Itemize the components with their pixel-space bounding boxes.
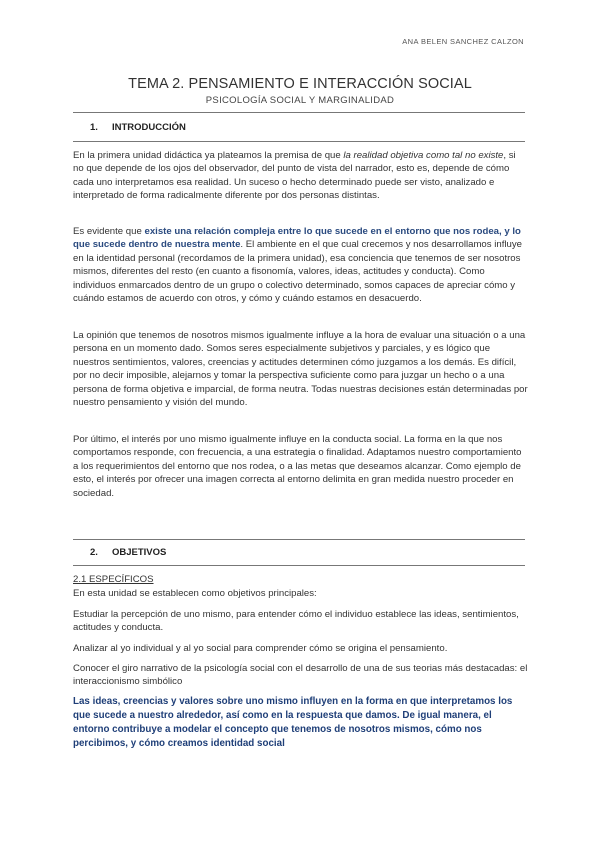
section-number: 1. (90, 122, 98, 133)
objectives-intro: En esta unidad se establecen como objetivos principales: (73, 588, 317, 599)
intro-paragraph-1: En la primera unidad didáctica ya plateamos la premisa de que la realidad objetiva como tal no existe, si no que depende de los ojos del observador, del punto de vista del narrador, esto es, depende de cómo cada uno interpretamos esa realidad. Un suceso o hecho determinado puede ser visto, analizado e interpretado de forma radicalmente diferente por dos personas distintas. (73, 150, 516, 202)
header-author: ANA BELEN SANCHEZ CALZON (402, 37, 524, 46)
highlighted-phrase: existe una relación compleja entre lo que sucede en el entorno que nos rodea, y lo que sucede dentro de nuestra mente (73, 226, 521, 251)
section-heading-objetivos (90, 547, 166, 558)
intro-paragraph-3: La opinión que tenemos de nosotros mismos igualmente influye a la hora de evaluar una situación o a una persona en un momento dado. Somos seres especialmente subjetivos y parciales, y es lógico que nuestros sentimientos, valores, creencias y actitudes determinen cómo juzgamos a los demás. Es difícil, por no decir imposible, alejarnos y tomar la perspectiva suficiente como para juzgar un hecho o a una persona de forma objetiva e imparcial, de forma neutra. Todas nuestras decisiones están determinadas por nuestro pensamiento y visión del mundo. (73, 330, 528, 409)
section-divider (73, 565, 525, 566)
section-title: OBJETIVOS (112, 547, 167, 558)
objective-item: Conocer el giro narrativo de la psicología social con el desarrollo de una de sus teorias más destacadas: el interaccionismo simbólico (73, 663, 528, 688)
intro-paragraph-4: Por último, el interés por uno mismo igualmente influye en la conducta social. La forma en la que nos comportamos responde, con frecuencia, a una estrategia o finalidad. Adaptamos nuestro comportamiento a los requerimientos del entorno que nos rodea, o a las metas que deseamos alcanzar. Como ejemplo de esto, el interés por ofrecer una imagen correcta al entorno delimita en gran medida nuestro proceder en sociedad. (73, 434, 522, 499)
objective-item: Analizar al yo individual y al yo social para comprender cómo se origina el pensamiento. (73, 643, 448, 654)
subsection-heading: 2.1 ESPECÍFICOS (73, 574, 154, 585)
objective-item: Estudiar la percepción de uno mismo, para entender cómo el individuo establece las ideas, sentimientos, actitudes y conducta. (73, 609, 519, 634)
section-number: 2. (90, 547, 98, 558)
section-heading-introduccion (90, 122, 186, 133)
title-divider (73, 112, 525, 113)
intro-paragraph-2: Es evidente que existe una relación compleja entre lo que sucede en el entorno que nos rodea, y lo que sucede dentro de nuestra mente. El ambiente en el que cual crecemos y nos desarrollamos influye en la identidad personal (recordamos de la primera unidad), esa conciencia que tenemos de ser nosotros mismos, diferentes del resto (en cuanto a fisonomía, valores, ideas, actitudes y conducta). Como individuos enmarcados dentro de un grupo o colectivo determinado, somos capaces de apreciar cómo y cuándo estamos de acuerdo con otros, y cómo y cuándo estamos en desacuerdo. (73, 226, 522, 305)
document-subtitle: PSICOLOGÍA SOCIAL Y MARGINALIDAD (205, 95, 395, 106)
section-title: INTRODUCCIÓN (112, 122, 186, 133)
document-title: TEMA 2. PENSAMIENTO E INTERACCIÓN SOCIAL (128, 76, 472, 92)
closing-statement: Las ideas, creencias y valores sobre uno mismo influyen en la forma en que interpretamos los que sucede a nuestro alrededor, así como en la respuesta que damos. De igual manera, el entorno contribuye a modelar el concepto que tenemos de nosotros mismos, cómo nos percibimos, y cómo creamos identidad social (73, 696, 513, 749)
italic-phrase: la realidad objetiva como tal no existe (343, 150, 504, 161)
section-divider (73, 141, 525, 142)
section-divider (73, 539, 525, 540)
